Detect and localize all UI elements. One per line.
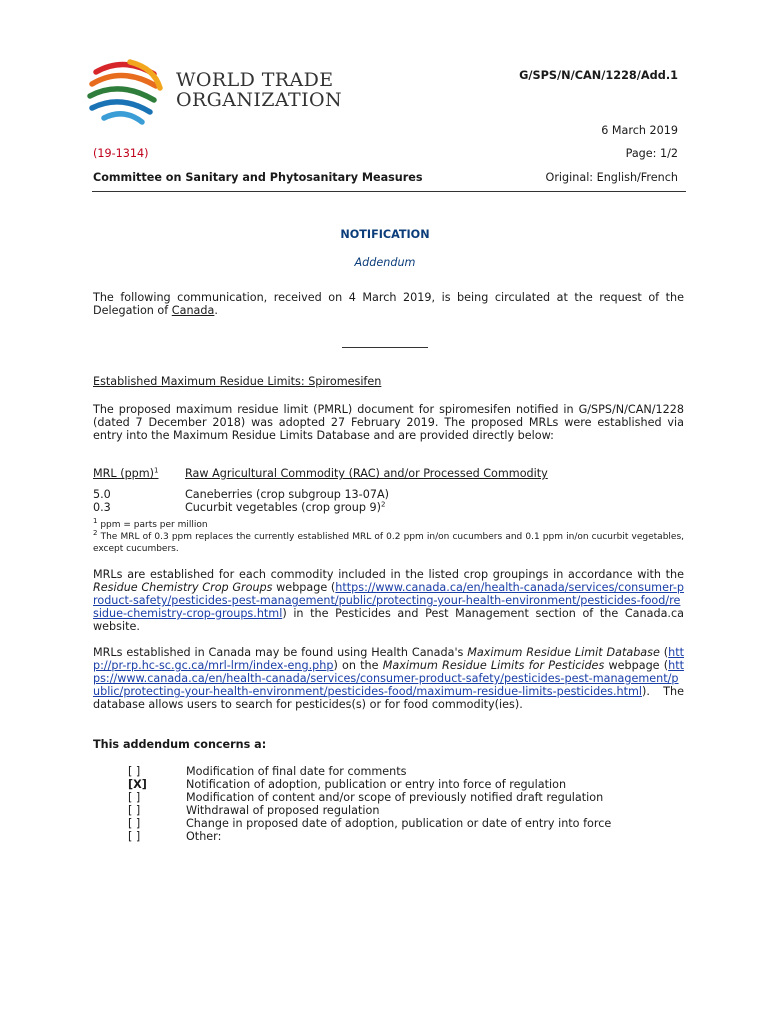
intro-period: . bbox=[214, 304, 218, 317]
mrl-database-link[interactable]: http://pr-rp.hc-sc.gc.ca/mrl-lrm/index-eng.php bbox=[93, 646, 685, 672]
addendum-subtitle: Addendum bbox=[354, 256, 416, 269]
footnote bbox=[93, 519, 684, 531]
organization-name bbox=[176, 70, 342, 110]
intro-text: The following communication, received on 4 March 2019, is being circulated at the request of the Delegation of bbox=[93, 291, 684, 317]
checkbox: [ ] bbox=[128, 830, 141, 843]
mrl-column-header bbox=[93, 467, 159, 480]
crop-groups-link[interactable]: https://www.canada.ca/en/health-canada/services/consumer-product-safety/pesticides-pest-management/public/protecting-your-health-environment/pesticides-food/residue-chemistry-crop-groups.html bbox=[93, 581, 684, 620]
page-number: Page: 1/2 bbox=[625, 147, 678, 160]
notification-title: NOTIFICATION bbox=[340, 228, 430, 241]
org-name-line1: WORLD TRADE bbox=[176, 69, 334, 91]
checkbox-label: Modification of content and/or scope of previously notified draft regulation bbox=[186, 791, 604, 804]
commodity-footnote: 2 bbox=[381, 500, 386, 509]
serial-number: (19-1314) bbox=[93, 147, 149, 160]
database-paragraph bbox=[93, 646, 684, 711]
database-text: ) on the bbox=[333, 659, 383, 672]
checkbox-label: Other: bbox=[186, 830, 222, 843]
database-text: ). The database allows users to search for pesticides(s) or for food commodity(ies). bbox=[93, 685, 684, 711]
checkbox-label: Withdrawal of proposed regulation bbox=[186, 804, 380, 817]
crop-groups-paragraph bbox=[93, 568, 684, 633]
mrl-value: 5.0 bbox=[93, 488, 111, 501]
footnote-number: 2 bbox=[93, 529, 98, 537]
section-heading: Established Maximum Residue Limits: Spiromesifen bbox=[93, 375, 382, 388]
crop-groups-text: ) in the Pesticides and Pest Management section of the Canada.ca website. bbox=[93, 607, 684, 633]
mrl-header-text: MRL (ppm) bbox=[93, 467, 155, 480]
committee-name: Committee on Sanitary and Phytosanitary Measures bbox=[93, 171, 423, 184]
database-text: webpage ( bbox=[604, 659, 669, 672]
mrl-value: 0.3 bbox=[93, 501, 111, 514]
database-title: Maximum Residue Limit Database bbox=[467, 646, 660, 659]
crop-groups-text: MRLs are established for each commodity included in the listed crop groupings in accordance with the bbox=[93, 568, 684, 581]
database-text: MRLs established in Canada may be found using Health Canada's bbox=[93, 646, 468, 659]
webpage-title: Maximum Residue Limits for Pesticides bbox=[382, 659, 605, 672]
document-date: 6 March 2019 bbox=[601, 124, 678, 137]
footnote-text: The MRL of 0.3 ppm replaces the currently established MRL of 0.2 ppm in/on cucumbers and 0.1 ppm in/on cucurbit vegetables, except cucumbers. bbox=[93, 532, 684, 554]
commodity-name bbox=[185, 501, 385, 514]
section-divider bbox=[342, 347, 428, 348]
checkbox-label: Modification of final date for comments bbox=[186, 765, 407, 778]
commodity-name: Caneberries (crop subgroup 13-07A) bbox=[185, 488, 389, 501]
database-text: ( bbox=[659, 646, 669, 659]
adoption-paragraph: The proposed maximum residue limit (PMRL) document for spiromesifen notified in G/SPS/N/CAN/1228 (dated 7 December 2018) was adopted 27 February 2019. The proposed MRLs were established via entry into the Maximum Residue Limits Database and are provided directly below: bbox=[93, 403, 684, 442]
commodity-text: Cucurbit vegetables (crop group 9) bbox=[185, 501, 382, 514]
mrl-header-footnote: 1 bbox=[154, 466, 159, 475]
crop-groups-title: Residue Chemistry Crop Groups bbox=[93, 581, 273, 594]
checkbox: [ ] bbox=[128, 765, 141, 778]
org-name-line2: ORGANIZATION bbox=[176, 89, 342, 111]
document-symbol: G/SPS/N/CAN/1228/Add.1 bbox=[519, 69, 678, 82]
checkbox-label: Change in proposed date of adoption, publication or date of entry into force bbox=[186, 817, 612, 830]
mrl-webpage-link[interactable]: https://www.canada.ca/en/health-canada/services/consumer-product-safety/pesticides-pest-management/public/protecting-your-health-environment/pesticides-food/maximum-residue-limits-pesticides.html bbox=[93, 659, 684, 698]
intro-paragraph bbox=[93, 291, 684, 317]
original-language: Original: English/French bbox=[545, 171, 678, 184]
crop-groups-text: webpage ( bbox=[272, 581, 336, 594]
concerns-heading: This addendum concerns a: bbox=[93, 738, 267, 751]
footnote bbox=[93, 531, 684, 555]
intro-country: Canada bbox=[171, 304, 215, 317]
checkbox: [ ] bbox=[128, 817, 141, 830]
header-divider bbox=[92, 191, 686, 192]
checkbox-checked: [X] bbox=[128, 778, 147, 791]
footnote-number: 1 bbox=[93, 517, 98, 525]
checkbox-label: Notification of adoption, publication or entry into force of regulation bbox=[186, 778, 567, 791]
checkbox: [ ] bbox=[128, 804, 141, 817]
footnote-text: ppm = parts per million bbox=[97, 520, 208, 530]
commodity-column-header: Raw Agricultural Commodity (RAC) and/or Processed Commodity bbox=[185, 467, 548, 480]
checkbox: [ ] bbox=[128, 791, 141, 804]
